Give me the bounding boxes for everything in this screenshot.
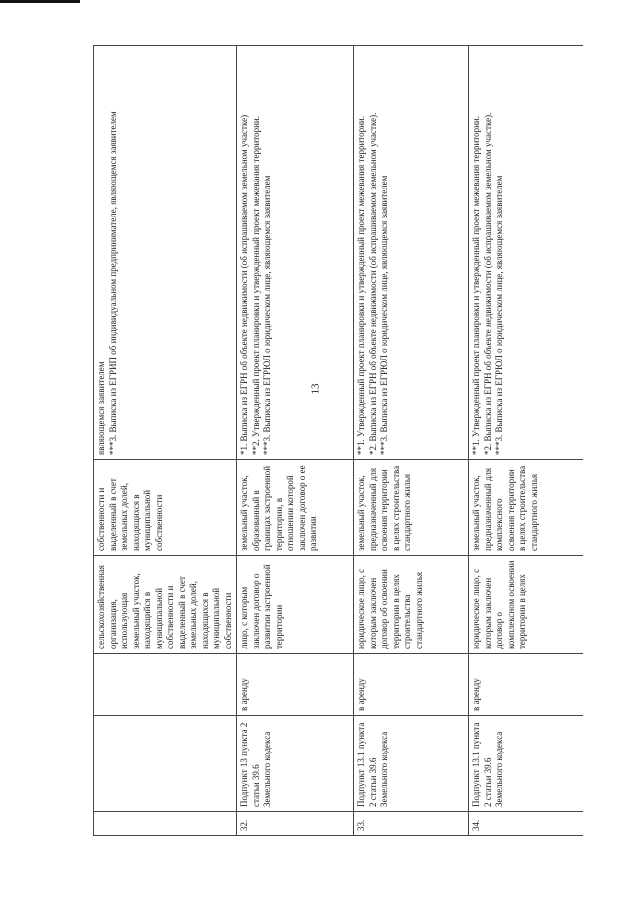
- row-number-cell: 32.: [237, 812, 354, 836]
- page-number: 13: [309, 383, 322, 395]
- right-type-cell: в аренду: [469, 654, 584, 716]
- land-parcel-cell: земельный участок, образованный в границах застроенной территории, в отношении которой заключен договор о ее развитии: [237, 460, 354, 556]
- land-parcel-cell: земельный участок, предназначенный для комплексного освоения территории в целях строительства стандартного жилья: [469, 460, 584, 556]
- document-item: *1. Выписка из ЕГРН об объекте недвижимости (об испрашиваемом земельном участке): [239, 114, 250, 455]
- document-item: ***3. Выписка из ЕГРЮЛ о юридическом лице, являющемся заявителем: [262, 175, 273, 455]
- document-table: [93, 45, 583, 836]
- row-number-cell: 33.: [354, 812, 469, 836]
- applicant-cell: сельскохозяйственная организация, использующая земельный участок, находящийся в муниципальной собственности и выделенный в счет земельных долей, находящихся в муниципальной собственности: [94, 556, 237, 654]
- document-item: *2. Выписка из ЕГРН об объекте недвижимости (об испрашиваемом земельном участке).: [482, 112, 493, 455]
- right-type-cell: в аренду: [354, 654, 469, 716]
- legal-basis-cell: [94, 716, 237, 812]
- document-item: ***3. Выписка из ЕГРЮЛ о юридическом лице, являющемся заявителем: [379, 175, 390, 455]
- document-item: *2. Выписка из ЕГРН об объекте недвижимости (об испрашиваемом земельном участке).: [367, 112, 378, 455]
- legal-basis-cell: Подпункт 13.1 пункта 2 статьи 39.6 Земельного кодекса: [469, 716, 584, 812]
- applicant-cell: юридическое лицо, с которым заключен договор об освоении территории в целях строительства стандартного жилья: [354, 556, 469, 654]
- legal-basis-cell: Подпункт 13.1 пункта 2 статьи 39.6 Земельного кодекса: [354, 716, 469, 812]
- required-documents-cell: [237, 46, 354, 460]
- right-type-cell: в аренду: [237, 654, 354, 716]
- document-item: являющемся заявителем: [96, 361, 106, 455]
- required-documents-cell: [469, 46, 584, 460]
- legal-basis-cell: Подпункт 13 пункта 2 статьи 39.6 Земельного кодекса: [237, 716, 354, 812]
- land-parcel-cell: собственности и выделенный в счет земельных долей, находящихся в муниципальной собственности: [94, 460, 237, 556]
- land-parcel-cell: земельный участок, предназначенный для освоения территории в целях строительства стандартного жилья: [354, 460, 469, 556]
- document-item: **1. Утвержденный проект планировки и утвержденный проект межевания территории.: [356, 116, 367, 455]
- row-number-cell: 34.: [469, 812, 584, 836]
- applicant-cell: юридическое лицо, с которым заключен договор о комплексном освоении территории в целях: [469, 556, 584, 654]
- rotated-table-wrapper: [93, 46, 561, 836]
- applicant-cell: лицо, с которым заключен договор о развитии застроенной территории: [237, 556, 354, 654]
- right-type-cell: [94, 654, 237, 716]
- required-documents-cell: [354, 46, 469, 460]
- table-row: [354, 46, 469, 836]
- document-item: **2. Утвержденный проект планировки и утвержденный проект межевания территории.: [250, 116, 261, 455]
- top-edge-bar: [0, 0, 80, 3]
- table-row: [94, 46, 237, 836]
- row-number-cell: [94, 812, 237, 836]
- document-item: ***3. Выписка из ЕГРЮЛ о юридическом лице, являющемся заявителем: [494, 175, 505, 455]
- table-row: [237, 46, 354, 836]
- document-item: **1. Утвержденный проект планировки и утвержденный проект межевания территории.: [471, 116, 482, 455]
- table-row: [469, 46, 584, 836]
- document-item: ***3. Выписка из ЕГРИП об индивидуальном предпринимателе, являющемся заявителем: [107, 111, 118, 455]
- required-documents-cell: [94, 46, 237, 460]
